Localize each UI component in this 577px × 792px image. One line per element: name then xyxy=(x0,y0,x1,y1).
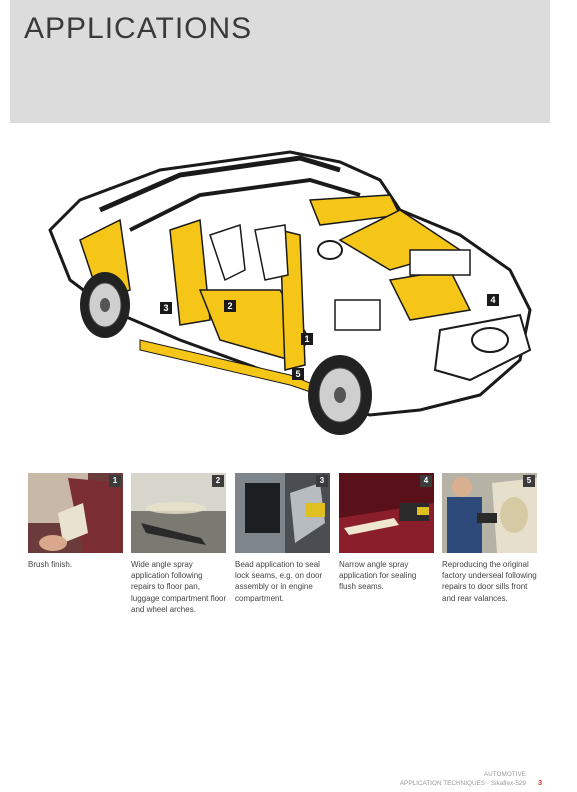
application-card-2 xyxy=(131,473,226,615)
photo-number-badge: 3 xyxy=(316,475,328,487)
engine-block xyxy=(410,250,470,275)
svg-text:1: 1 xyxy=(304,334,310,344)
svg-text:3: 3 xyxy=(163,303,169,313)
marker-2 xyxy=(224,300,236,312)
application-card-3 xyxy=(235,473,330,604)
headlight xyxy=(472,328,508,352)
caption-wide-angle-spray: Wide angle spray application following repairs to floor pan, luggage compartment floor and wheel arches. xyxy=(131,560,227,614)
photo-number-badge: 5 xyxy=(523,475,535,487)
photo-number-badge: 4 xyxy=(420,475,432,487)
car-drawing xyxy=(40,140,540,445)
battery xyxy=(335,300,380,330)
marker-1 xyxy=(301,333,313,345)
photo-factory-underseal xyxy=(442,473,537,553)
photo-wide-angle-spray xyxy=(131,473,226,553)
caption-brush-finish: Brush finish. xyxy=(28,560,73,569)
photo-number-badge: 2 xyxy=(212,475,224,487)
marker-4 xyxy=(487,294,499,306)
caption-narrow-angle-spray: Narrow angle spray application for sealing flush seams. xyxy=(339,560,417,592)
front-wheel xyxy=(308,355,372,435)
photo-number-badge: 1 xyxy=(109,475,121,487)
photo-brush-finish xyxy=(28,473,123,553)
application-card-4 xyxy=(339,473,434,593)
page-number: 3 xyxy=(538,778,543,787)
svg-text:4: 4 xyxy=(490,295,496,305)
car-cutaway-illustration xyxy=(40,140,540,445)
page-title: APPLICATIONS xyxy=(24,12,253,45)
footer-document: APPLICATION TECHNIQUES · Sikaflex-529 xyxy=(399,779,526,787)
caption-bead-application: Bead application to seal lock seams, e.g. on door assembly or in engine compartment. xyxy=(235,560,323,603)
rear-wheel xyxy=(80,272,130,338)
footer-running-head xyxy=(400,771,526,788)
application-card-1 xyxy=(28,473,123,570)
marker-5 xyxy=(292,368,304,380)
svg-text:5: 5 xyxy=(295,369,301,379)
svg-text:2: 2 xyxy=(227,301,233,311)
caption-factory-underseal: Reproducing the original factory underseal following repairs to door sills front and rear valances. xyxy=(442,560,537,603)
footer-section: AUTOMOTIVE xyxy=(483,771,526,778)
application-card-5 xyxy=(442,473,537,604)
photo-bead-application xyxy=(235,473,330,553)
photo-narrow-angle-spray xyxy=(339,473,434,553)
marker-3 xyxy=(160,302,172,314)
